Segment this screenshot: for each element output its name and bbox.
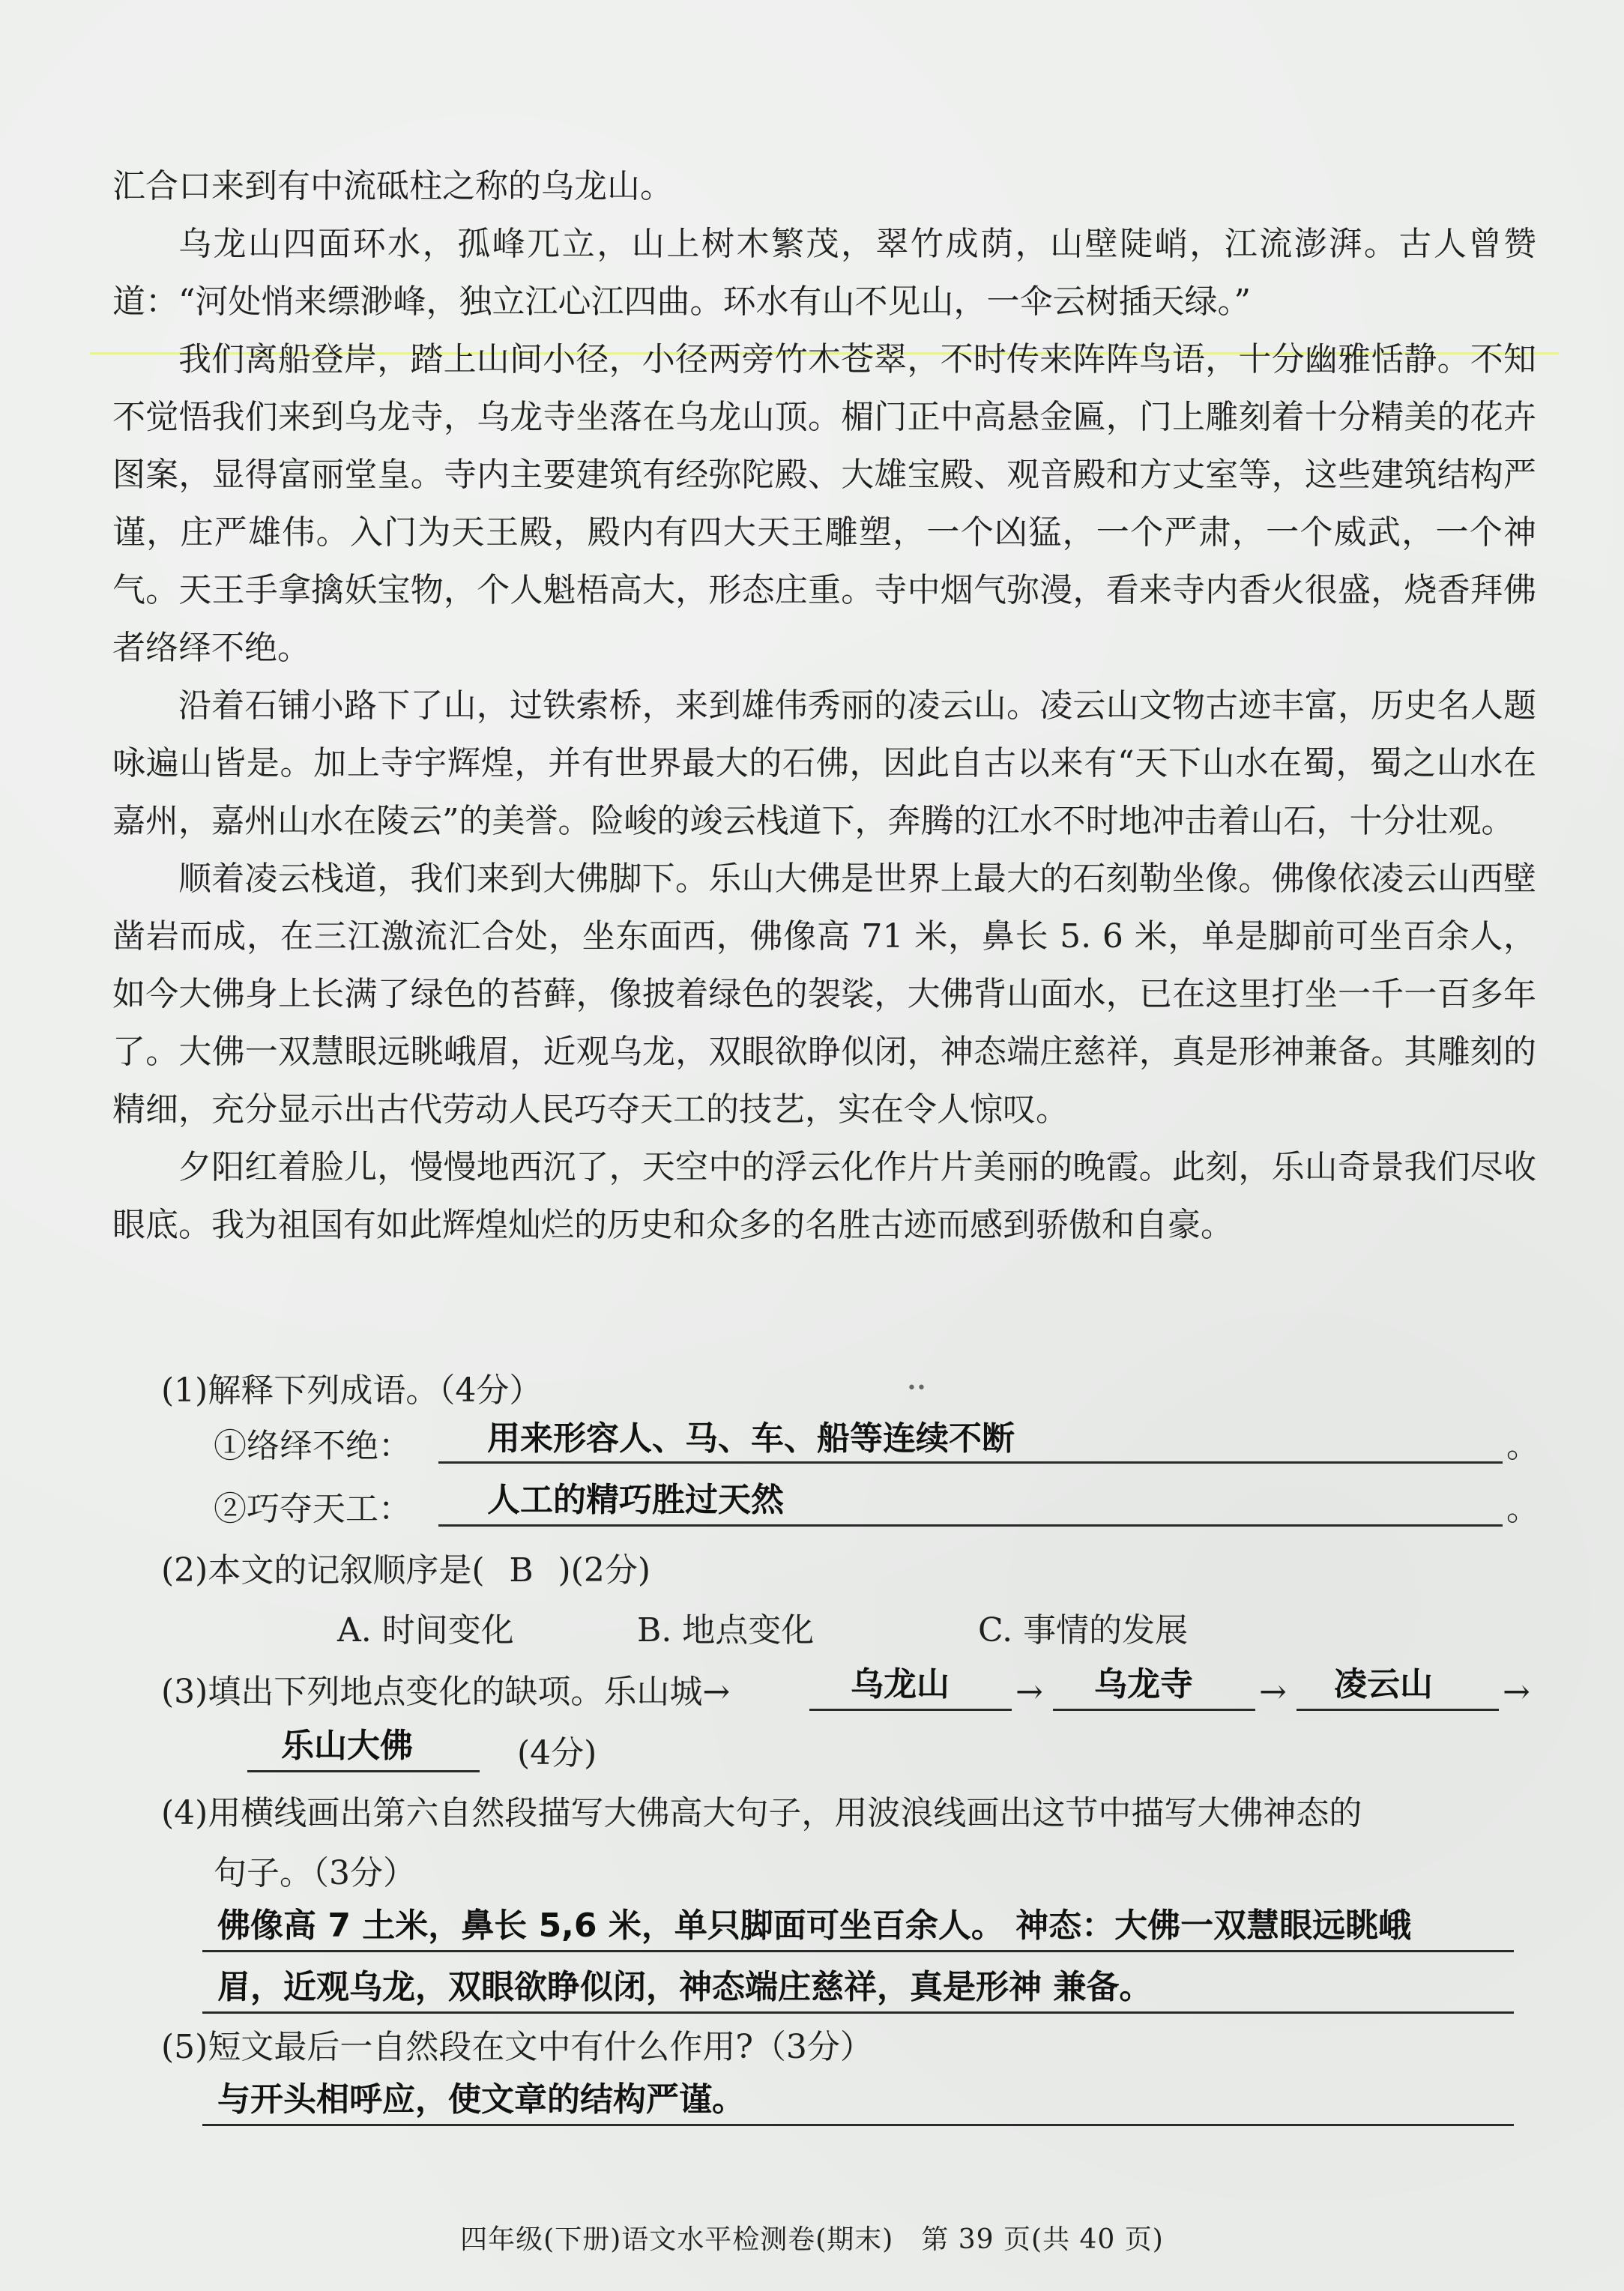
period-2: 。 — [1506, 1490, 1539, 1528]
passage-paragraph-3: 我们离船登岸，踏上山间小径，小径两旁竹木苍翠，不时传来阵阵鸟语，十分幽雅恬静。不知不觉悟我们来到乌龙寺，乌龙寺坐落在乌龙山顶。楣门正中高悬金匾，门上雕刻着十分精美的花卉图案，显得富丽堂皇。寺内主要建筑有经弥陀殿、大雄宝殿、观音殿和方丈室等，这些建筑结构严谨，庄严雄伟。入门为天王殿，殿内有四大天王雕塑，一个凶猛，一个严肃，一个威武，一个神气。天王手拿擒妖宝物，个人魁梧高大，形态庄重。寺中烟气弥漫，看来寺内香火很盛，烧香拜佛者络绎不绝。 — [112, 340, 1536, 667]
blank-line-4 — [247, 1770, 480, 1772]
reading-passage — [112, 157, 1536, 1254]
question-1-item-2-answer: 人工的精巧胜过天然 — [487, 1481, 784, 1519]
question-3-blank-2: 乌龙寺 — [1094, 1665, 1193, 1703]
question-2-answer: B — [509, 1551, 534, 1590]
question-5-stem: (5)短文最后一自然段在文中有什么作用?（3分） — [161, 2028, 873, 2066]
question-3-stem: (3)填出下列地点变化的缺项。乐山城→ — [161, 1673, 731, 1711]
period-1: 。 — [1506, 1427, 1539, 1465]
question-3-blank-4: 乐山大佛 — [281, 1727, 413, 1765]
answer-line-3 — [202, 1950, 1514, 1952]
passage-paragraph-4: 沿着石铺小路下了山，过铁索桥，来到雄伟秀丽的凌云山。凌云山文物古迹丰富，历史名人题咏遍山皆是。加上寺宇辉煌，并有世界最大的石佛，因此自古以来有“天下山水在蜀，蜀之山水在嘉州，嘉州山水在陵云”的美誉。险峻的竣云栈道下，奔腾的江水不时地冲击着山石，十分壮观。 — [112, 686, 1536, 840]
question-4-stem-line-1: (4)用横线画出第六自然段描写大佛高大句子，用波浪线画出这节中描写大佛神态的 — [161, 1794, 1362, 1832]
blank-line-3 — [1297, 1709, 1499, 1711]
question-4-stem-line-2: 句子。（3分） — [214, 1854, 416, 1892]
question-2-stem-before: (2)本文的记叙顺序是( — [161, 1551, 485, 1590]
question-5-answer: 与开头相呼应，使文章的结构严谨。 — [217, 2080, 745, 2119]
scan-speck: •• — [907, 1379, 926, 1398]
question-2-stem — [161, 1548, 650, 1593]
blank-line-1 — [809, 1709, 1012, 1711]
question-2-stem-after: )(2分) — [558, 1551, 650, 1590]
question-3-blank-3: 凌云山 — [1334, 1665, 1433, 1703]
question-2-option-c: C. 事情的发展 — [978, 1611, 1189, 1649]
answer-line-2 — [438, 1524, 1503, 1527]
question-4-answer-line-1: 佛像高 7 土米，鼻长 5,6 米，单只脚面可坐百余人。 神态：大佛一双慧眼远眺峨 — [217, 1907, 1412, 1945]
question-2-option-b: B. 地点变化 — [637, 1611, 815, 1649]
arrow-2: → — [1259, 1673, 1287, 1711]
passage-paragraph-1: 汇合口来到有中流砥柱之称的乌龙山。 — [112, 167, 673, 205]
blank-line-2 — [1053, 1709, 1255, 1711]
question-1-item-1-answer: 用来形容人、马、车、船等连续不断 — [487, 1419, 1015, 1458]
question-3-score: (4分) — [517, 1734, 597, 1772]
question-2-option-a: A. 时间变化 — [337, 1611, 514, 1649]
arrow-3: → — [1503, 1673, 1530, 1711]
answer-line-4 — [202, 2011, 1514, 2014]
question-4-answer-line-2: 眉，近观乌龙，双眼欲睁似闭，神态端庄慈祥，真是形神 兼备。 — [217, 1968, 1153, 2006]
question-1-stem: (1)解释下列成语。（4分） — [161, 1371, 543, 1410]
arrow-1: → — [1015, 1673, 1043, 1711]
answer-line-1 — [438, 1461, 1503, 1464]
question-3-blank-1: 乌龙山 — [851, 1665, 950, 1703]
answer-line-5 — [202, 2124, 1514, 2126]
page-footer: 四年级(下册)语文水平检测卷(期末) 第 39 页(共 40 页) — [460, 2224, 1164, 2255]
passage-paragraph-6: 夕阳红着脸儿，慢慢地西沉了，天空中的浮云化作片片美丽的晚霞。此刻，乐山奇景我们尽收眼底。我为祖国有如此辉煌灿烂的历史和众多的名胜古迹而感到骄傲和自豪。 — [112, 1148, 1536, 1244]
question-1-item-2-label: ②巧夺天工： — [214, 1490, 411, 1528]
passage-paragraph-5: 顺着凌云栈道，我们来到大佛脚下。乐山大佛是世界上最大的石刻勒坐像。佛像依凌云山西壁凿岩而成，在三江激流汇合处，坐东面西，佛像高 71 米，鼻长 5. 6 米，单是脚前可坐百余人，如今大佛身上长满了绿色的苔藓，像披着绿色的袈裟，大佛背山面水，已在这里打坐一千一百多年了。大佛一双慧眼远眺峨眉，近观乌龙，双眼欲睁似闭，神态端庄慈祥，真是形神兼备。其雕刻的精细，充分显示出古代劳动人民巧夺天工的技艺，实在令人惊叹。 — [112, 860, 1536, 1129]
question-1-item-1-label: ①络绎不绝： — [214, 1427, 411, 1465]
passage-paragraph-2: 乌龙山四面环水，孤峰兀立，山上树木繁茂，翠竹成荫，山壁陡峭，江流澎湃。古人曾赞道：“河处悄来缥渺峰，独立江心江四曲。环水有山不见山，一伞云树插天绿。” — [112, 225, 1536, 321]
